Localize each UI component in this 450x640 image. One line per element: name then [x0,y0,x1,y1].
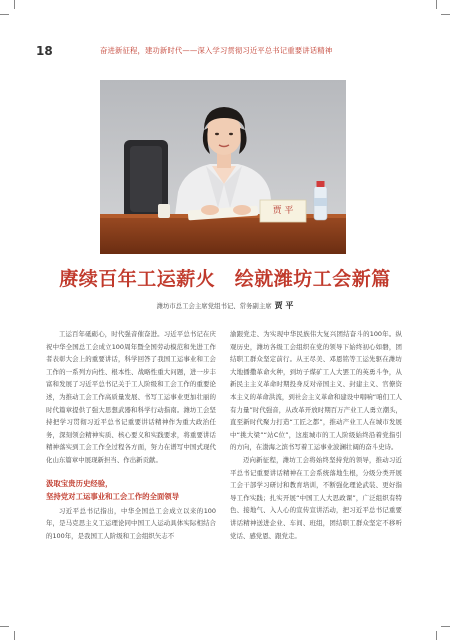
byline-name: 贾 平 [274,300,294,310]
byline [0,300,450,311]
left-column [46,328,216,542]
crop-mark-tl-v [14,0,15,9]
paragraph: 渝跟党走、为实现中华民族伟大复兴团结奋斗的100年。纵观历史，潍坊各级工会组织在党的领导下始终初心如磐，团结职工群众坚定前行。从王尽美、邓恩铭等工运先驱在潍坊大地播撒革命火种，到坊子煤矿工人大罢工的英勇斗争，从新民主主义革命时期投身反对帝国主义、封建主义、官僚资本主义的革命洪流，到社会主义革命和建设中唱响“咱们工人有力量”时代强音，从改革开放时期百万产业工人勇立潮头，直至新时代聚力打造“工匠之都”，推动产业工人在城市发展中“挑大梁”“站C位”，这座城市的工人阶级始终沿着党指引的方向，在渤海之滨书写着工运事业波澜壮阔的奋斗史诗。 [230,330,402,452]
crop-mark-tl [0,14,9,15]
crop-mark-br [441,626,450,627]
nameplate-text: 贾 平 [272,206,294,216]
article-title: 赓续百年工运薪火 绘就潍坊工会新篇 [59,268,391,290]
portrait-illustration [100,80,346,254]
subhead-line: 坚持党对工运事业和工会工作的全面领导 [46,491,180,501]
crop-mark-bl-v [14,631,15,640]
paragraph: 迈向新征程，潍坊工会将始终坚持党的领导，推动习近平总书记重要讲话精神在工会系统落地生根，分级分类开展工会干部学习研讨和教育培训，不断强化理论武装、更好指导工作实践；扎实开展“中国工人大思政课”，广泛组织有特色、接地气、入人心的宣传宣讲活动，把习近平总书记重要讲话精神送进企业、车间、班组，团结职工群众坚定不移听党话、感党恩、跟党走。 [230,455,402,540]
crop-mark-tr [441,14,450,15]
paragraph: 习近平总书记指出，中华全国总工会成立以来的100年，是马克思主义工运理论同中国工人运动具体实际相结合的100年，是我国工人阶级和工会组织矢志不 [46,506,216,540]
portrait-photo [100,80,346,254]
crop-mark-bl [0,626,9,627]
crop-mark-br-v [436,631,437,640]
section-subhead [46,477,216,503]
subhead-line: 汲取宝贵历史经验， [46,478,113,488]
paragraph: 工运百年砥砺心，时代强音催奋进。习近平总书记在庆祝中华全国总工会成立100周年暨全国劳动模范和先进工作者表彰大会上的重要讲话，科学回答了我国工运事业和工会工作的一系列方向性、根本性、战略性重大问题，进一步丰富和发展了习近平总书记关于工人阶级和工会工作的重要论述，为推动工会工作高质量发展、书写工运事业更加壮丽的时代篇章提供了强大思想武器和科学行动指南。潍坊工会坚持把学习贯彻习近平总书记重要讲话精神作为重大政治任务，深刻领会精神实质、核心要义和实践要求，将重要讲话精神落实到工会工作全过程各方面，努力在谱写中国式现代化山东篇章中展现新担当、作出新贡献。 [46,330,216,464]
right-column [230,328,402,542]
running-head: 奋进新征程，建功新时代——深入学习贯彻习近平总书记重要讲话精神 [100,46,333,55]
crop-mark-tr-v [436,0,437,9]
page-number: 18 [36,44,53,58]
byline-role: 潍坊市总工会主席党组书记、常务副主席 [156,302,272,310]
